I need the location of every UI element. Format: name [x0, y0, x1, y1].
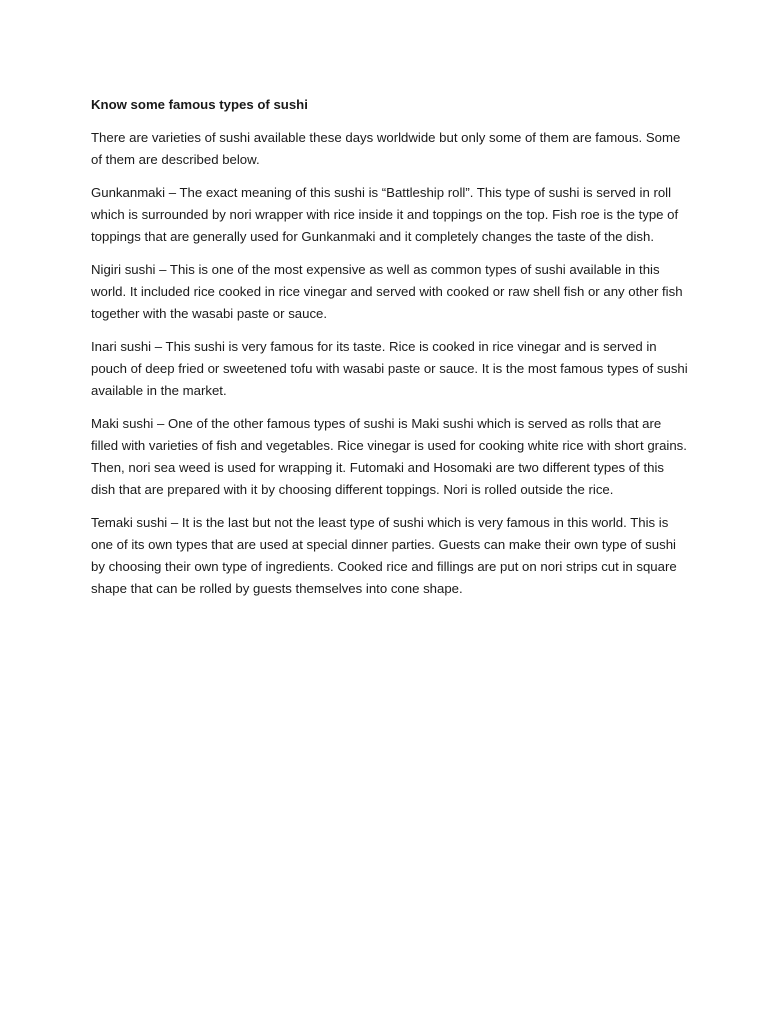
- paragraph-inari: Inari sushi – This sushi is very famous for its taste. Rice is cooked in rice vinegar and is served in pouch of deep fried or sweetened tofu with wasabi paste or sauce. It is the most famous types of sushi available in the market.: [91, 339, 688, 398]
- paragraph-nigiri: Nigiri sushi – This is one of the most expensive as well as common types of sushi available in this world. It included rice cooked in rice vinegar and served with cooked or raw shell fish or any other fish together with the wasabi paste or sauce.: [91, 262, 683, 321]
- document-body: [91, 94, 691, 611]
- paragraph-intro: There are varieties of sushi available these days worldwide but only some of them are famous. Some of them are described below.: [91, 130, 681, 167]
- paragraph-gunkanmaki: Gunkanmaki – The exact meaning of this sushi is “Battleship roll”. This type of sushi is served in roll which is surrounded by nori wrapper with rice inside it and toppings on the top. Fish roe is the type of toppings that are generally used for Gunkanmaki and it completely changes the taste of the dish.: [91, 185, 679, 244]
- document-title: Know some famous types of sushi: [91, 97, 308, 112]
- paragraph-maki: Maki sushi – One of the other famous types of sushi is Maki sushi which is served as rolls that are filled with varieties of fish and vegetables. Rice vinegar is used for cooking white rice with short grains. Then, nori sea weed is used for wrapping it. Futomaki and Hosomaki are two different types of this dish that are prepared with it by choosing different toppings. Nori is rolled outside the rice.: [91, 416, 687, 497]
- paragraph-temaki: Temaki sushi – It is the last but not the least type of sushi which is very famous in this world. This is one of its own types that are used at special dinner parties. Guests can make their own type of sushi by choosing their own type of ingredients. Cooked rice and fillings are put on nori strips cut in square shape that can be rolled by guests themselves into cone shape.: [91, 515, 677, 596]
